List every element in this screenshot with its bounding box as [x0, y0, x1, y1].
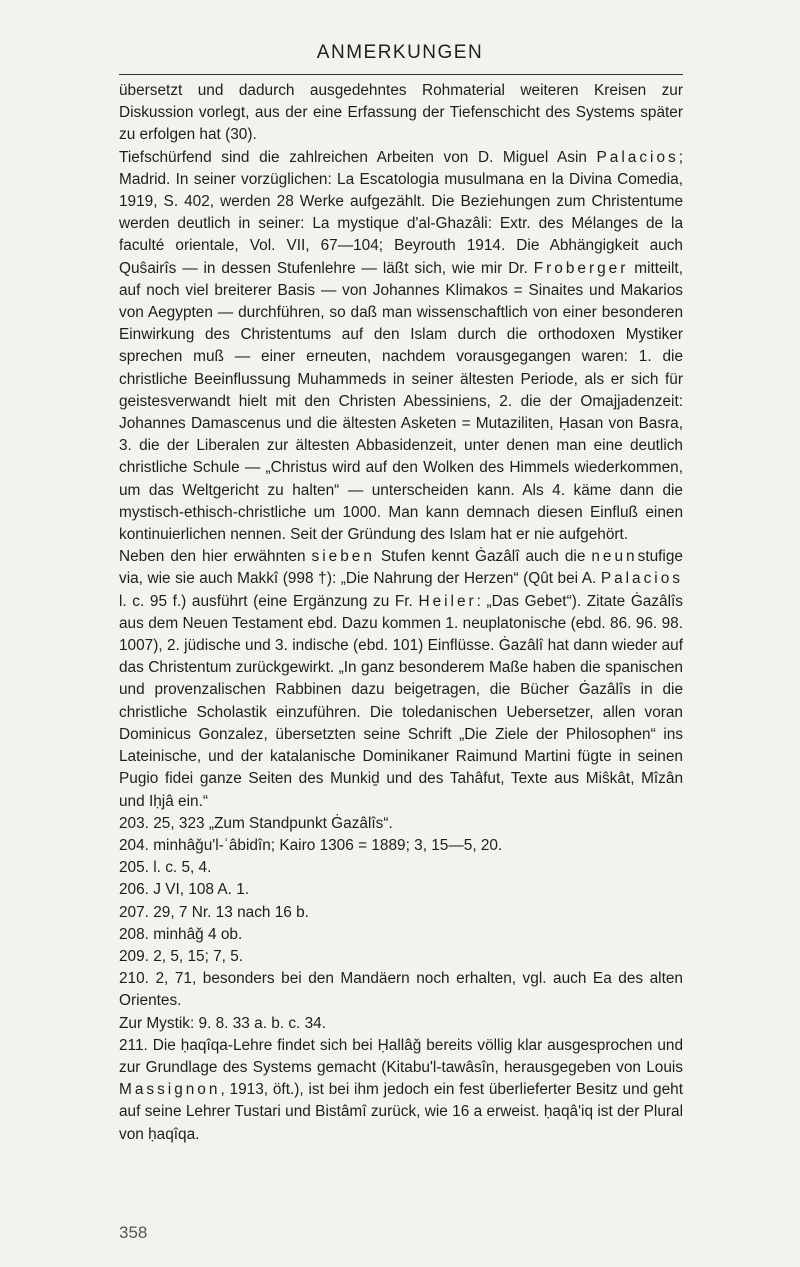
spaced-name: Froberger	[533, 259, 629, 277]
text-run: stufige via, wie sie auch Makkî (998 †): „Die Nahrung der Herzen“ (Qût bei A.	[119, 548, 683, 588]
header-rule	[119, 74, 683, 75]
paragraph	[119, 147, 683, 547]
spaced-name: sieben	[311, 548, 375, 566]
text-run: : „Das Gebet“). Zitate Ġazâlîs aus dem Neuen Testament ebd. Dazu kommen 1. neuplatonische (ebd. 86. 96. 98. 1007), 2. jüdische und 3. indische (ebd. 101) Einflüsse. Ġazâlî hat dann wieder auf das Christentum zurückgewirkt. „In ganz besonderem Maße haben die spanischen und provenzalischen Rabbinen dazu beigetragen, die Bücher Ġazâlîs in die christliche Scholastik einzuführen. Die toledanischen Uebersetzer, allen voran Dominicus Gonzalez, übersetzten seine Schrift „Die Ziele der Philosophen“ ins Lateinische, und der katalanische Dominikaner Raimund Martini fügte in seinen Pugio fidei ganze Seiten des Munkiḏ und des Tahâfut, Texte aus Miŝkât, Mîzân und Iḥjâ ein.“	[119, 592, 683, 810]
spaced-name: Massignon	[119, 1081, 221, 1099]
text-run: Tiefschürfend sind die zahlreichen Arbeiten von D. Miguel Asin	[119, 148, 597, 166]
note-205: 205. l. c. 5, 4.	[119, 859, 212, 877]
spaced-name: neun	[591, 548, 638, 566]
note-207: 207. 29, 7 Nr. 13 nach 16 b.	[119, 903, 309, 921]
spaced-name: Palacios	[600, 570, 683, 588]
text-run: mitteilt, auf noch viel breiterer Basis — von Johannes Klimakos = Sinaites und Makarios von Aegypten — durchführen, so daß man wissenschaftlich von einer besonderen Einwirkung des Christentums auf den Islam durch die orthodoxen Mystiker sprechen muß — einer erneuten, nachdem vorausgegangen waren: 1. die christliche Beeinflussung Muhammeds in seiner ältesten Periode, als er sich für geistesverwandt hielt mit den Christen Abessiniens, 2. die der Omajjadenzeit: Johannes Damascenus und die ältesten Asketen = Mutaziliten, Ḥasan von Basra, 3. die der Liberalen zur ältesten Abbasidenzeit, unter denen man eine deutlich christliche Schule — „Christus wird auf den Wolken des Himmels wiederkommen, um das Weltgericht zu halten“ — unterscheiden kann. Als 4. käme dann die mystisch-ethisch-christliche um 1000. Man kann demnach diesen Einfluß einen kontinuierlichen nennen. Seit der Gründung des Islam hat er nie aufgehört.	[119, 259, 683, 544]
note-208: 208. minhâǧ 4 ob.	[119, 925, 243, 943]
text-run: 211. Die ḥaqîqa-Lehre findet sich bei Ḥallâǧ bereits völlig klar ausgesprochen und zur Grundlage des Systems gemacht (Kitabu'l-tawâsîn, herausgegeben von Louis	[119, 1036, 683, 1076]
note-206: 206. J VI, 108 A. 1.	[119, 881, 250, 899]
text-run: übersetzt und dadurch ausgedehntes Rohmaterial weiteren Kreisen zur Diskussion vorlegt, aus der eine Erfassung der Tiefenschicht des Systems später zu erfolgen hat (30).	[119, 82, 683, 144]
note-211	[119, 1035, 683, 1146]
page-body	[119, 80, 683, 1146]
spaced-name: Palacios	[596, 148, 679, 166]
text-run: , 1913, öft.), ist bei ihm jedoch ein fest überlieferter Besitz und geht auf seine Lehrer Tustari und Bistâmî zurück, wie 16 a erweist. ḥaqâ'iq ist der Plural von ḥaqîqa.	[119, 1081, 683, 1143]
paragraph	[119, 80, 683, 147]
spaced-name: Heiler	[418, 592, 477, 610]
note-210: 210. 2, 71, besonders bei den Mandäern noch erhalten, vgl. auch Ea des alten Orientes.	[119, 970, 683, 1010]
text-run: Neben den hier erwähnten	[119, 548, 312, 566]
running-header: ANMERKUNGEN	[316, 42, 484, 63]
paragraph	[119, 546, 683, 812]
note-204: 204. minhâǧu'l-ʿâbidîn; Kairo 1306 = 1889; 3, 15—5, 20.	[119, 836, 503, 854]
text-run: ; Madrid. In seiner vorzüglichen: La Escatologia musulmana en la Divina Comedia, 1919, S. 402, werden 28 Werke aufgezählt. Die Beziehungen zum Christentume werden deutlich in seiner: La mystique d'al-Ghazâli: Extr. des Mélanges de la faculté orientale, Vol. VII, 67—104; Beyrouth 1914. Die Abhängigkeit auch Quŝairîs — in dessen Stufenlehre — läßt sich, wie mir Dr.	[119, 148, 683, 277]
text-run: l. c. 95 f.) ausführt (eine Ergänzung zu Fr.	[119, 592, 419, 610]
note-203: 203. 25, 323 „Zum Standpunkt Ġazâlîs“.	[119, 814, 393, 832]
note-209: 209. 2, 5, 15; 7, 5.	[119, 947, 244, 965]
text-run: Stufen kennt Ġazâlî auch die	[374, 548, 592, 566]
page-number: 358	[119, 1223, 148, 1242]
note-mystik: Zur Mystik: 9. 8. 33 a. b. c. 34.	[119, 1014, 326, 1032]
